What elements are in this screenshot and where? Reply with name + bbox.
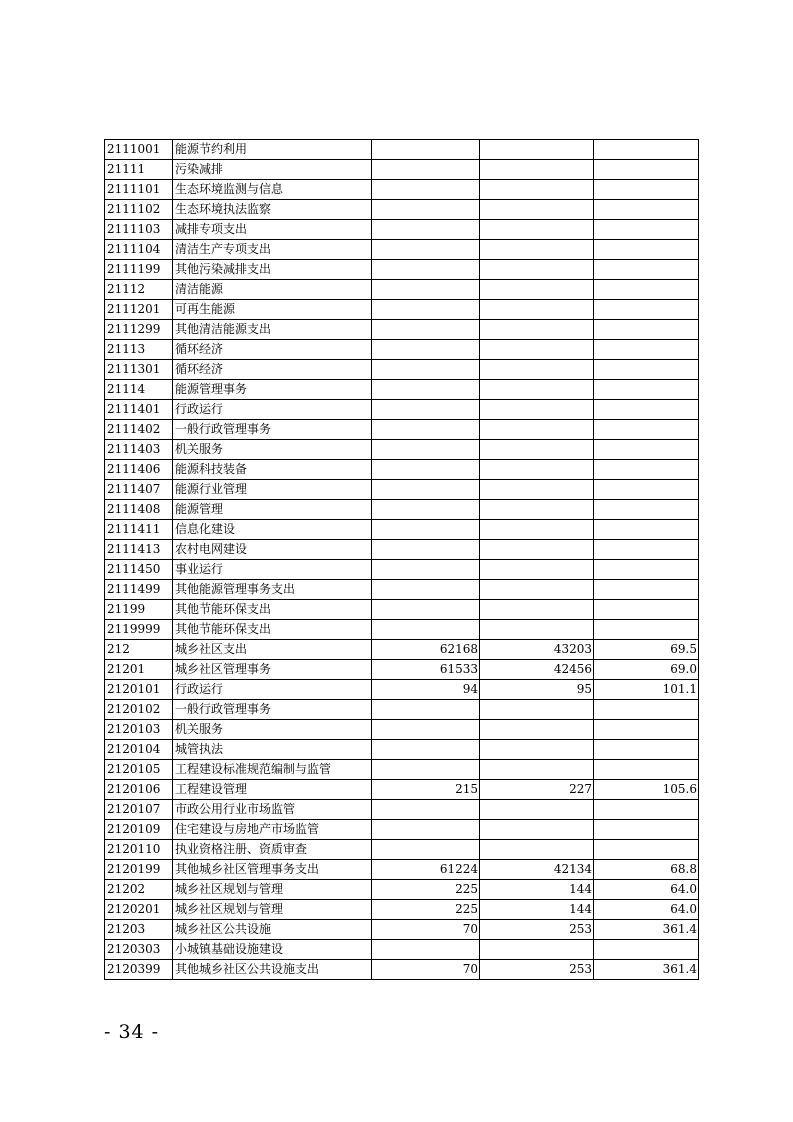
value-cell <box>372 340 480 360</box>
value-cell <box>480 160 594 180</box>
name-cell: 工程建设管理 <box>173 780 372 800</box>
value-cell <box>480 440 594 460</box>
percent-cell <box>594 720 699 740</box>
value-cell: 62168 <box>372 640 480 660</box>
table-row <box>105 780 699 800</box>
value-cell <box>372 380 480 400</box>
value-cell: 225 <box>372 900 480 920</box>
value-cell: 227 <box>480 780 594 800</box>
percent-cell <box>594 400 699 420</box>
code-cell: 2119999 <box>105 620 173 640</box>
code-cell: 2111402 <box>105 420 173 440</box>
value-cell <box>372 260 480 280</box>
table-row <box>105 960 699 980</box>
name-cell: 行政运行 <box>173 680 372 700</box>
code-cell: 2111411 <box>105 520 173 540</box>
table-row <box>105 800 699 820</box>
name-cell: 农村电网建设 <box>173 540 372 560</box>
percent-cell <box>594 180 699 200</box>
percent-cell <box>594 460 699 480</box>
value-cell <box>372 480 480 500</box>
code-cell: 2111450 <box>105 560 173 580</box>
percent-cell <box>594 340 699 360</box>
table-row <box>105 640 699 660</box>
value-cell <box>480 840 594 860</box>
value-cell <box>372 140 480 160</box>
value-cell <box>372 760 480 780</box>
value-cell <box>372 800 480 820</box>
value-cell: 43203 <box>480 640 594 660</box>
name-cell: 循环经济 <box>173 340 372 360</box>
table-row <box>105 260 699 280</box>
name-cell: 生态环境执法监察 <box>173 200 372 220</box>
value-cell <box>372 540 480 560</box>
code-cell: 2120399 <box>105 960 173 980</box>
name-cell: 住宅建设与房地产市场监管 <box>173 820 372 840</box>
value-cell <box>480 580 594 600</box>
name-cell: 能源管理事务 <box>173 380 372 400</box>
table-row <box>105 180 699 200</box>
value-cell: 70 <box>372 920 480 940</box>
value-cell <box>372 620 480 640</box>
value-cell <box>372 280 480 300</box>
value-cell: 42134 <box>480 860 594 880</box>
name-cell: 市政公用行业市场监管 <box>173 800 372 820</box>
code-cell: 2120101 <box>105 680 173 700</box>
value-cell <box>480 140 594 160</box>
value-cell <box>480 600 594 620</box>
name-cell: 循环经济 <box>173 360 372 380</box>
code-cell: 2120199 <box>105 860 173 880</box>
budget-table <box>104 139 699 980</box>
value-cell <box>372 240 480 260</box>
table-row <box>105 540 699 560</box>
code-cell: 2111102 <box>105 200 173 220</box>
code-cell: 2111301 <box>105 360 173 380</box>
name-cell: 机关服务 <box>173 440 372 460</box>
percent-cell <box>594 140 699 160</box>
table-row <box>105 240 699 260</box>
table-row <box>105 560 699 580</box>
value-cell: 42456 <box>480 660 594 680</box>
value-cell <box>480 720 594 740</box>
value-cell <box>372 600 480 620</box>
value-cell <box>480 280 594 300</box>
value-cell <box>372 200 480 220</box>
code-cell: 21199 <box>105 600 173 620</box>
percent-cell <box>594 540 699 560</box>
name-cell: 污染减排 <box>173 160 372 180</box>
code-cell: 2111199 <box>105 260 173 280</box>
percent-cell <box>594 300 699 320</box>
percent-cell <box>594 740 699 760</box>
code-cell: 2120106 <box>105 780 173 800</box>
table-row <box>105 200 699 220</box>
name-cell: 一般行政管理事务 <box>173 700 372 720</box>
name-cell: 其他能源管理事务支出 <box>173 580 372 600</box>
value-cell <box>372 360 480 380</box>
table-row <box>105 680 699 700</box>
value-cell <box>480 360 594 380</box>
code-cell: 2111406 <box>105 460 173 480</box>
value-cell <box>480 760 594 780</box>
value-cell <box>480 520 594 540</box>
table-row <box>105 700 699 720</box>
value-cell <box>372 580 480 600</box>
name-cell: 生态环境监测与信息 <box>173 180 372 200</box>
name-cell: 执业资格注册、资质审查 <box>173 840 372 860</box>
value-cell: 94 <box>372 680 480 700</box>
code-cell: 2111104 <box>105 240 173 260</box>
percent-cell <box>594 240 699 260</box>
value-cell <box>372 720 480 740</box>
table-row <box>105 420 699 440</box>
value-cell <box>372 940 480 960</box>
table-row <box>105 940 699 960</box>
code-cell: 2120104 <box>105 740 173 760</box>
table-row <box>105 140 699 160</box>
name-cell: 信息化建设 <box>173 520 372 540</box>
percent-cell <box>594 380 699 400</box>
percent-cell <box>594 520 699 540</box>
percent-cell <box>594 560 699 580</box>
name-cell: 其他清洁能源支出 <box>173 320 372 340</box>
value-cell <box>480 320 594 340</box>
percent-cell <box>594 220 699 240</box>
table-row <box>105 160 699 180</box>
percent-cell: 361.4 <box>594 920 699 940</box>
percent-cell <box>594 820 699 840</box>
value-cell <box>372 560 480 580</box>
name-cell: 机关服务 <box>173 720 372 740</box>
value-cell <box>480 700 594 720</box>
table-row <box>105 620 699 640</box>
name-cell: 城乡社区规划与管理 <box>173 900 372 920</box>
code-cell: 2111401 <box>105 400 173 420</box>
name-cell: 其他污染减排支出 <box>173 260 372 280</box>
code-cell: 2111499 <box>105 580 173 600</box>
percent-cell <box>594 360 699 380</box>
name-cell: 可再生能源 <box>173 300 372 320</box>
code-cell: 2120103 <box>105 720 173 740</box>
code-cell: 2120109 <box>105 820 173 840</box>
value-cell <box>372 460 480 480</box>
name-cell: 工程建设标准规范编制与监管 <box>173 760 372 780</box>
value-cell <box>372 520 480 540</box>
value-cell <box>372 820 480 840</box>
percent-cell: 64.0 <box>594 880 699 900</box>
code-cell: 21201 <box>105 660 173 680</box>
percent-cell <box>594 580 699 600</box>
value-cell <box>480 480 594 500</box>
code-cell: 2111413 <box>105 540 173 560</box>
percent-cell <box>594 320 699 340</box>
table-row <box>105 440 699 460</box>
value-cell <box>372 300 480 320</box>
value-cell <box>480 400 594 420</box>
value-cell <box>372 740 480 760</box>
value-cell <box>480 460 594 480</box>
table-row <box>105 660 699 680</box>
name-cell: 清洁生产专项支出 <box>173 240 372 260</box>
value-cell <box>372 700 480 720</box>
value-cell <box>480 740 594 760</box>
budget-table-body <box>105 140 699 980</box>
name-cell: 能源行业管理 <box>173 480 372 500</box>
percent-cell: 69.5 <box>594 640 699 660</box>
code-cell: 21113 <box>105 340 173 360</box>
value-cell: 253 <box>480 960 594 980</box>
code-cell: 21202 <box>105 880 173 900</box>
value-cell <box>480 380 594 400</box>
value-cell: 215 <box>372 780 480 800</box>
table-row <box>105 580 699 600</box>
code-cell: 21111 <box>105 160 173 180</box>
percent-cell: 68.8 <box>594 860 699 880</box>
value-cell <box>480 200 594 220</box>
table-row <box>105 520 699 540</box>
value-cell <box>480 820 594 840</box>
percent-cell: 64.0 <box>594 900 699 920</box>
code-cell: 2111299 <box>105 320 173 340</box>
value-cell <box>372 180 480 200</box>
percent-cell <box>594 940 699 960</box>
value-cell <box>372 500 480 520</box>
percent-cell <box>594 440 699 460</box>
name-cell: 小城镇基础设施建设 <box>173 940 372 960</box>
value-cell <box>480 420 594 440</box>
name-cell: 减排专项支出 <box>173 220 372 240</box>
name-cell: 其他城乡社区管理事务支出 <box>173 860 372 880</box>
percent-cell <box>594 500 699 520</box>
value-cell <box>480 620 594 640</box>
table-row <box>105 380 699 400</box>
table-row <box>105 280 699 300</box>
name-cell: 城乡社区支出 <box>173 640 372 660</box>
percent-cell: 101.1 <box>594 680 699 700</box>
percent-cell <box>594 420 699 440</box>
table-row <box>105 340 699 360</box>
name-cell: 城管执法 <box>173 740 372 760</box>
table-row <box>105 220 699 240</box>
code-cell: 2111407 <box>105 480 173 500</box>
value-cell: 225 <box>372 880 480 900</box>
percent-cell <box>594 480 699 500</box>
percent-cell <box>594 600 699 620</box>
name-cell: 能源节约利用 <box>173 140 372 160</box>
value-cell <box>372 320 480 340</box>
value-cell: 144 <box>480 900 594 920</box>
code-cell: 2111408 <box>105 500 173 520</box>
code-cell: 2120102 <box>105 700 173 720</box>
table-row <box>105 400 699 420</box>
name-cell: 城乡社区规划与管理 <box>173 880 372 900</box>
table-row <box>105 760 699 780</box>
name-cell: 行政运行 <box>173 400 372 420</box>
percent-cell <box>594 200 699 220</box>
value-cell <box>480 180 594 200</box>
code-cell: 21203 <box>105 920 173 940</box>
code-cell: 2120110 <box>105 840 173 860</box>
table-row <box>105 480 699 500</box>
name-cell: 其他节能环保支出 <box>173 600 372 620</box>
table-row <box>105 600 699 620</box>
value-cell <box>480 540 594 560</box>
percent-cell <box>594 260 699 280</box>
code-cell: 2111101 <box>105 180 173 200</box>
value-cell <box>480 500 594 520</box>
value-cell <box>480 260 594 280</box>
value-cell <box>480 300 594 320</box>
name-cell: 清洁能源 <box>173 280 372 300</box>
name-cell: 城乡社区管理事务 <box>173 660 372 680</box>
table-row <box>105 900 699 920</box>
value-cell <box>372 420 480 440</box>
code-cell: 2120105 <box>105 760 173 780</box>
table-row <box>105 500 699 520</box>
code-cell: 2120201 <box>105 900 173 920</box>
code-cell: 2120107 <box>105 800 173 820</box>
percent-cell <box>594 700 699 720</box>
value-cell <box>372 160 480 180</box>
value-cell <box>372 220 480 240</box>
value-cell: 61224 <box>372 860 480 880</box>
name-cell: 其他节能环保支出 <box>173 620 372 640</box>
value-cell <box>372 840 480 860</box>
value-cell: 144 <box>480 880 594 900</box>
code-cell: 21112 <box>105 280 173 300</box>
table-row <box>105 740 699 760</box>
value-cell: 253 <box>480 920 594 940</box>
code-cell: 2111001 <box>105 140 173 160</box>
percent-cell <box>594 620 699 640</box>
value-cell <box>480 240 594 260</box>
table-row <box>105 300 699 320</box>
table-row <box>105 720 699 740</box>
percent-cell <box>594 800 699 820</box>
table-row <box>105 320 699 340</box>
code-cell: 212 <box>105 640 173 660</box>
table-row <box>105 920 699 940</box>
value-cell <box>480 340 594 360</box>
name-cell: 一般行政管理事务 <box>173 420 372 440</box>
percent-cell: 69.0 <box>594 660 699 680</box>
percent-cell <box>594 160 699 180</box>
name-cell: 其他城乡社区公共设施支出 <box>173 960 372 980</box>
value-cell: 95 <box>480 680 594 700</box>
table-row <box>105 460 699 480</box>
name-cell: 城乡社区公共设施 <box>173 920 372 940</box>
code-cell: 2120303 <box>105 940 173 960</box>
value-cell <box>480 800 594 820</box>
percent-cell: 361.4 <box>594 960 699 980</box>
code-cell: 21114 <box>105 380 173 400</box>
value-cell: 61533 <box>372 660 480 680</box>
page-number: - 34 - <box>104 1021 160 1043</box>
table-row <box>105 840 699 860</box>
code-cell: 2111103 <box>105 220 173 240</box>
value-cell <box>480 220 594 240</box>
name-cell: 能源管理 <box>173 500 372 520</box>
table-row <box>105 860 699 880</box>
name-cell: 事业运行 <box>173 560 372 580</box>
value-cell <box>372 440 480 460</box>
value-cell <box>480 940 594 960</box>
value-cell: 70 <box>372 960 480 980</box>
code-cell: 2111201 <box>105 300 173 320</box>
name-cell: 能源科技装备 <box>173 460 372 480</box>
code-cell: 2111403 <box>105 440 173 460</box>
table-row <box>105 360 699 380</box>
value-cell <box>480 560 594 580</box>
percent-cell <box>594 760 699 780</box>
value-cell <box>372 400 480 420</box>
percent-cell <box>594 280 699 300</box>
table-row <box>105 880 699 900</box>
percent-cell <box>594 840 699 860</box>
percent-cell: 105.6 <box>594 780 699 800</box>
table-row <box>105 820 699 840</box>
